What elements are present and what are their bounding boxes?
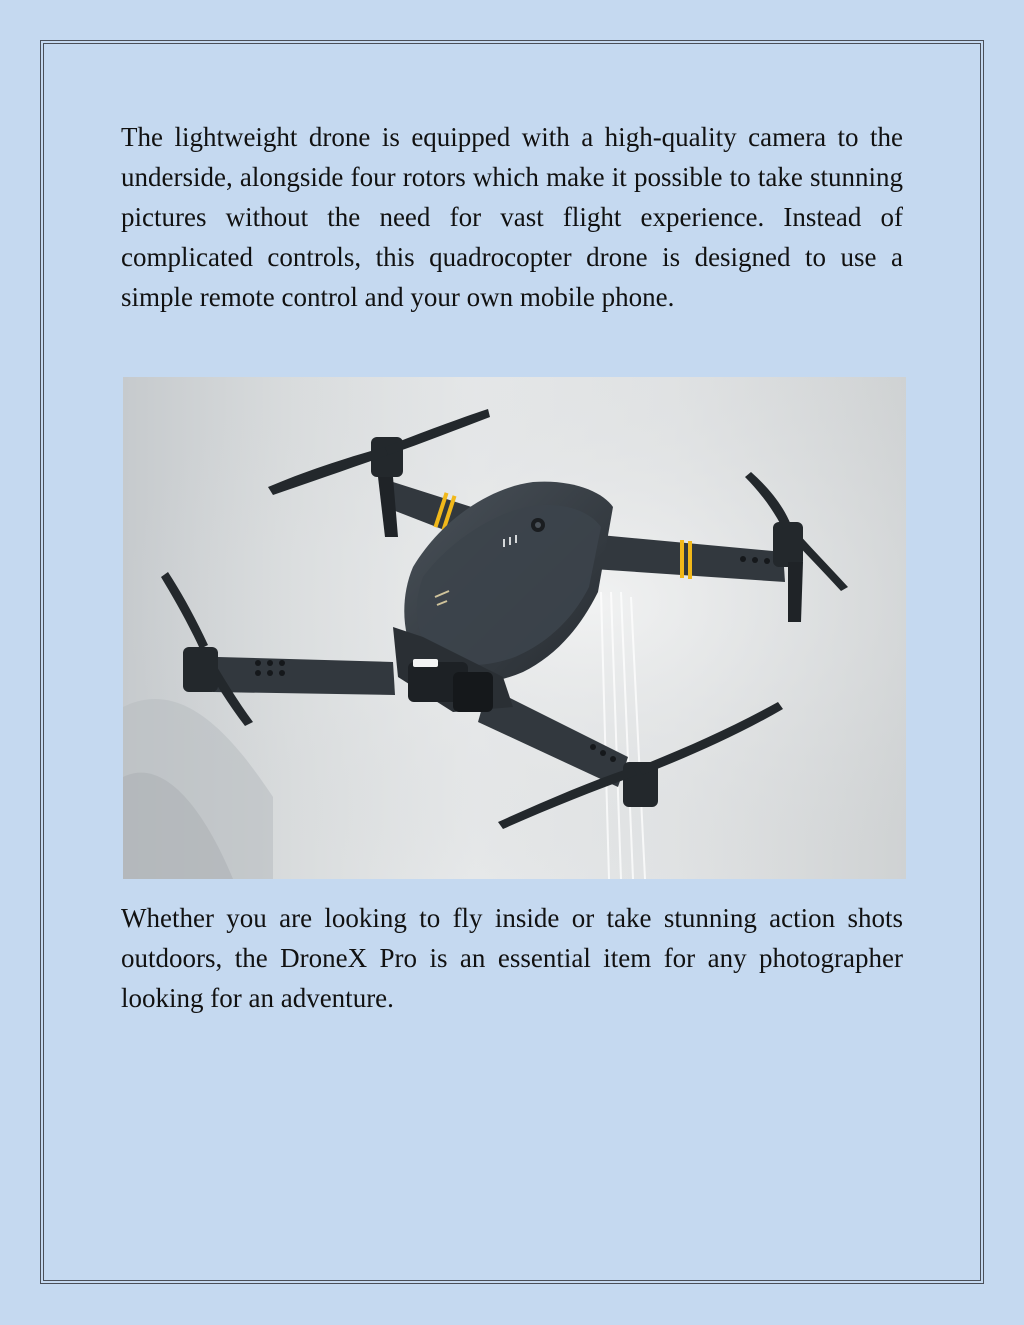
drone-photo (123, 377, 906, 879)
closing-paragraph: Whether you are looking to fly inside or take stunning action shots outdoors, the DroneX Pro is an essential item for any photographer looking for an adventure. (121, 903, 903, 1013)
intro-paragraph: The lightweight drone is equipped with a high-quality camera to the underside, alongside four rotors which make it possible to take stunning pictures without the need for vast flight experience. Instead of complicated controls, this quadrocopter drone is designed to use a simple remote control and your own mobile phone. (121, 122, 903, 312)
